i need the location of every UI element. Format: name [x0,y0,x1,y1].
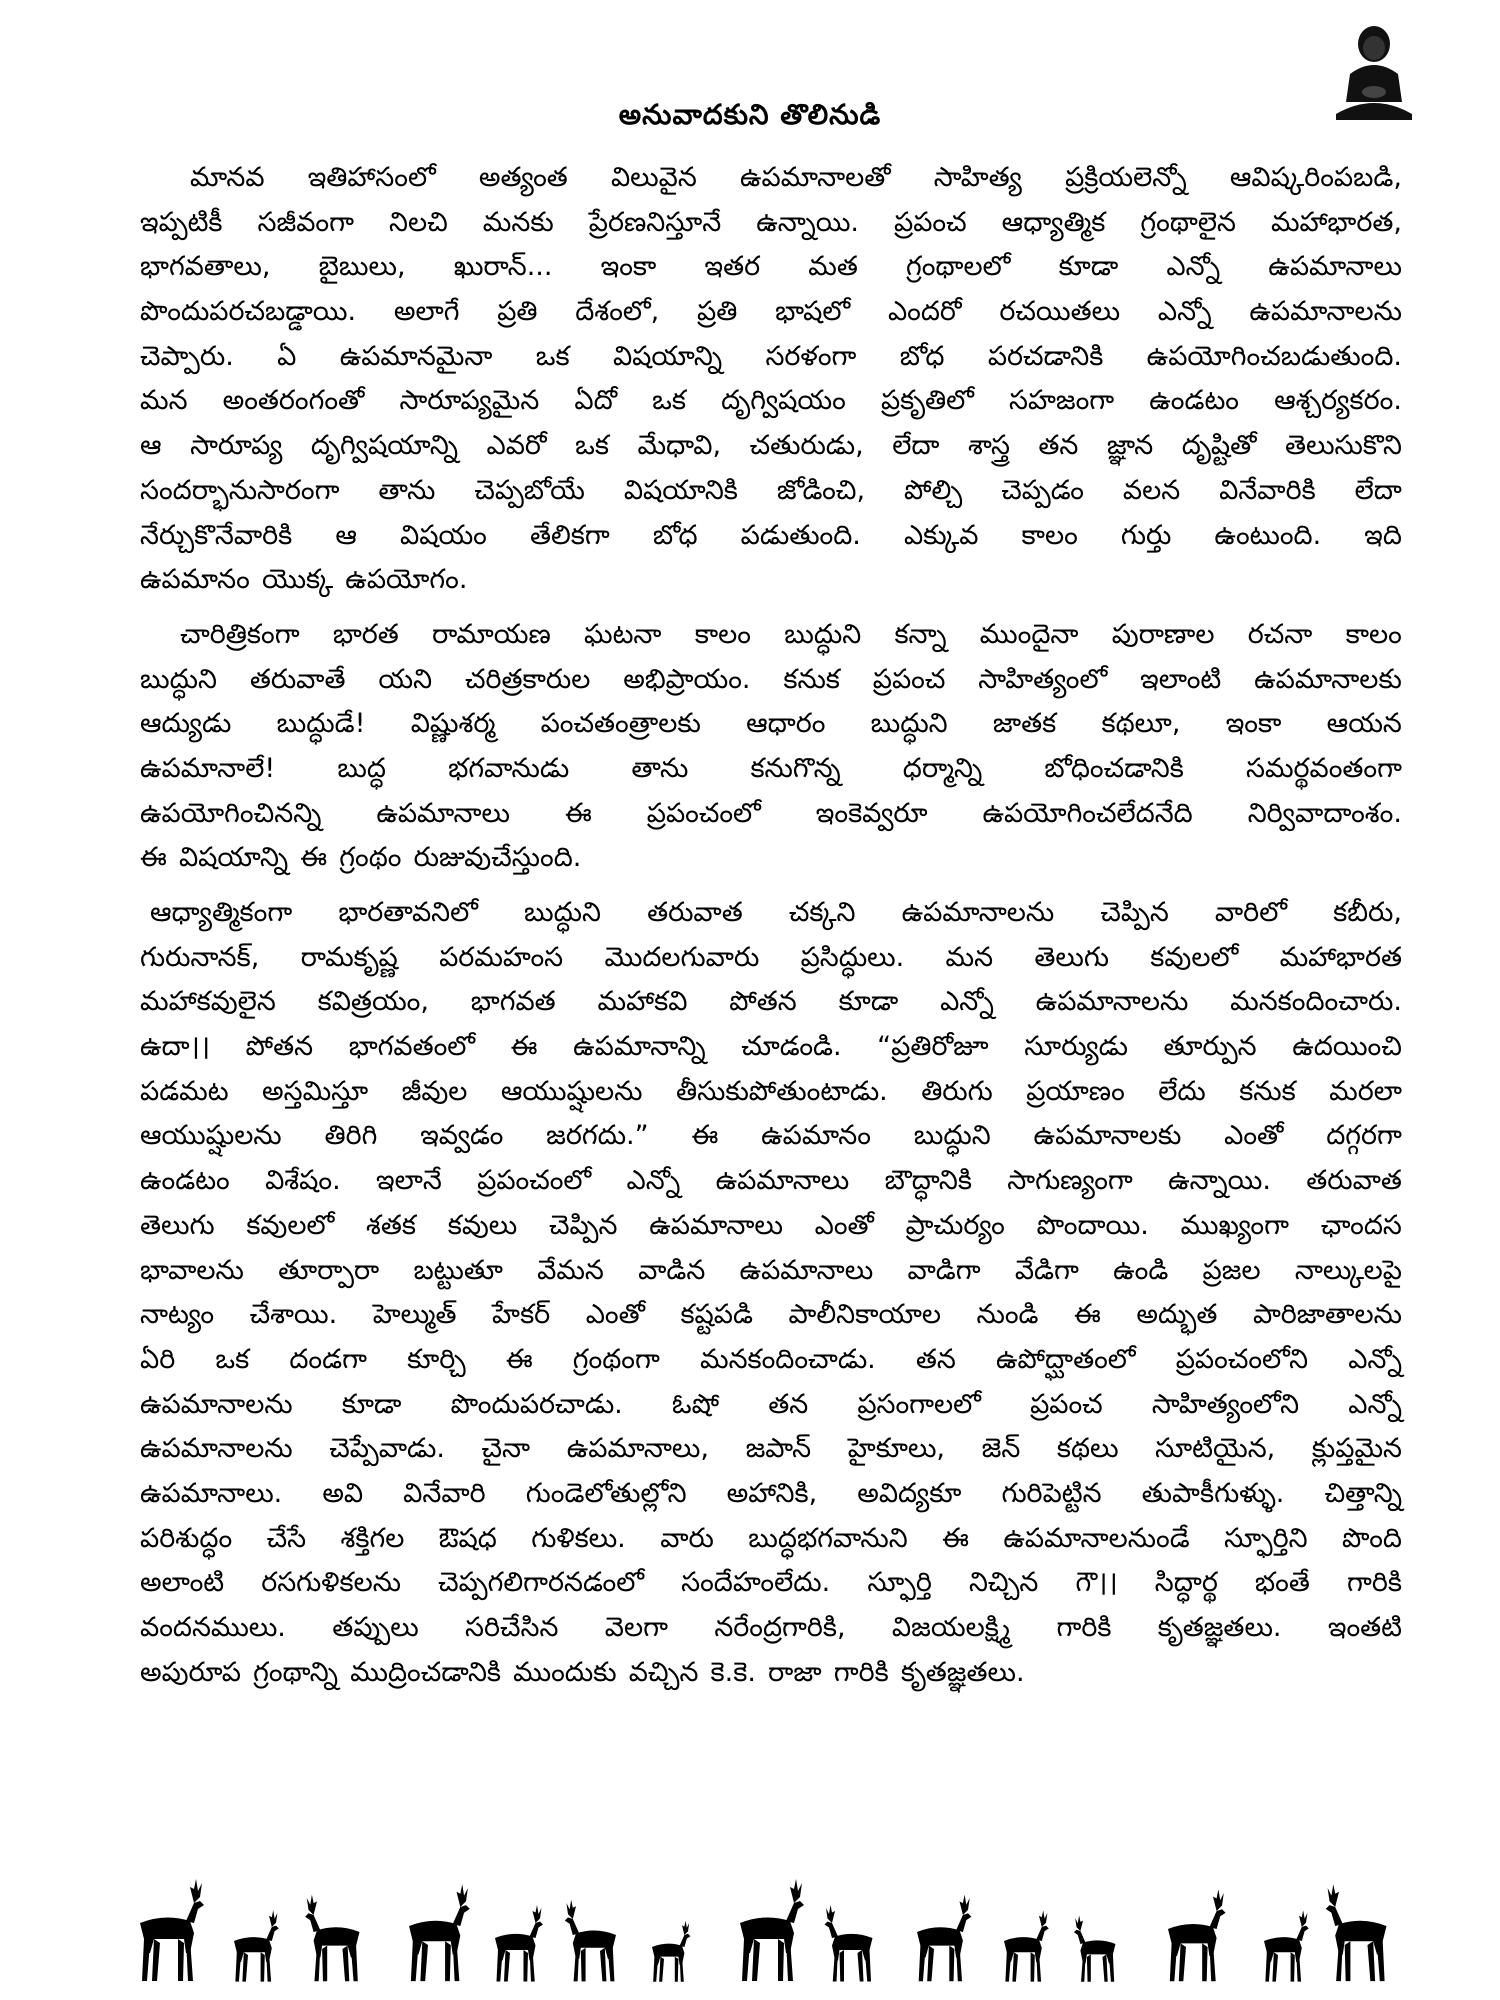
deer-icon [917,1895,971,1982]
text-line: ఉదా।। పోతన భాగవతంలో ఈ ఉపమానాన్ని చూడండి. “ప్రతిరోజూ సూర్యుడు తూర్పున ఉదయించి [140,1031,1402,1063]
text-line: తెలుగు కవులలో శతక కవులు చెప్పిన ఉపమానాలు ఎంతో ప్రాచుర్యం పొందాయి. ముఖ్యంగా ఛాందస [140,1209,1402,1241]
deer-silhouette-border [120,1865,1420,1985]
text-line: గురునానక్, రామకృష్ణ పరమహంస మొదలగువారు ప్రసిద్ధులు. మన తెలుగు కవులలో మహాభారత [140,941,1402,973]
deer-icon [652,1921,690,1982]
text-line: ఇప్పటికీ సజీవంగా నిలచి మనకు ప్రేరణనిస్తూనే ఉన్నాయి. ప్రపంచ ఆధ్యాత్మిక గ్రంథాలైన మహాభారత, [140,206,1402,238]
text-line: పొందుపరచబడ్డాయి. అలాగే ప్రతి దేశంలో, ప్రతి భాషలో ఎందరో రచయితలు ఎన్నో ఉపమానాలను [140,296,1402,328]
deer-icon [409,1884,470,1981]
body-text [140,156,1402,1695]
text-line: ఉండటం విశేషం. ఇలానే ప్రపంచంలో ఎన్నో ఉపమానాలు బౌద్ధానికి సాగుణ్యంగా ఉన్నాయి. తరువాత [140,1165,1402,1197]
page-heading: అనువాదకుని తొలినుడి [618,98,882,131]
text-line: ఉపమానం యొక్క ఉపయోగం. [140,564,468,596]
text-line: ఈ విషయాన్ని ఈ గ్రంథం రుజువుచేస్తుంది. [140,842,582,874]
text-line: పడమట అస్తమిస్తూ జీవుల ఆయుష్షులను తీసుకుపోతుంటాడు. తిరుగు ప్రయాణం లేదు కనుక మరలా [140,1075,1402,1107]
text-line: ఉపమానాలు. అవి వినేవారి గుండెలోతుల్లోని అహానికి, అవిద్యకూ గురిపెట్టిన తుపాకీగుళ్ళు. చిత్తాన్ని [140,1477,1402,1509]
text-line: అలాంటి రసగుళికలను చెప్పగలిగారనడంలో సందేహంలేదు. స్ఫూర్తి నిచ్చిన గౌ।। సిద్ధార్థ భంతే గారికి [140,1567,1402,1599]
text-line: నేర్చుకొనేవారికి ఆ విషయం తేలికగా బోధ పడుతుంది. ఎక్కువ కాలం గుర్తు ఉంటుంది. ఇది [140,519,1402,551]
seated-monk-icon [1328,22,1420,122]
text-line: మానవ ఇతిహాసంలో అత్యంత విలువైన ఉపమానాలతో సాహిత్య ప్రక్రియలెన్నో ఆవిష్కరింపబడి, [190,162,1402,193]
text-line: ఆ సారూప్య దృగ్విషయాన్ని ఎవరో ఒక మేధావి, చతురుడు, లేదా శాస్త్ర తన జ్ఞాన దృష్టితో తెలుసుకొని [140,430,1402,462]
text-line: నాట్యం చేశాయి. హెల్ముత్ హేకర్ ఎంతో కష్టపడి పాలీనికాయాల నుండి ఈ అద్భుత పారిజాతాలను [140,1299,1402,1331]
deer-icon [565,1900,616,1982]
text-line: మహాకవులైన కవిత్రయం, భాగవత మహాకవి పోతన కూడా ఎన్నో ఉపమానాలను మనకందించారు. [140,986,1402,1018]
text-line: ఆద్యుడు బుద్ధుడే! విష్ణుశర్మ పంచతంత్రాలకు ఆధారం బుద్ధుని జాతక కథలూ, ఇంకా ఆయన [140,708,1402,740]
text-line: ఆధ్యాత్మికంగా భారతావనిలో బుద్ధుని తరువాత చక్కని ఉపమానాలను చెప్పిన వారిలో కబీరు, [150,897,1402,928]
text-line: ఉపమానాలే! బుద్ధ భగవానుడు తాను కనుగొన్న ధర్మాన్ని బోధించడానికి సమర్థవంతంగా [140,752,1402,784]
deer-icon [234,1910,279,1981]
text-line: ఏరి ఒక దండగా కూర్చి ఈ గ్రంథంగా మనకందించాడు. తన ఉపోద్ఘాతంలో ప్రపంచంలోని ఎన్నో [140,1343,1402,1375]
text-line: వందనములు. తప్పులు సరిచేసిన వెలగా నరేంద్రగారికి, విజయలక్ష్మి గారికి కృతజ్ఞతలు. ఇంతటి [140,1612,1402,1643]
text-line: పరిశుద్ధం చేసే శక్తిగల ఔషధ గుళికలు. వారు బుద్ధభగవానుని ఈ ఉపమానాలనుండే స్ఫూర్తిని పొంది [140,1522,1402,1554]
deer-icon [1326,1884,1387,1981]
text-line: అపురూప గ్రంథాన్ని ముద్రించడానికి ముందుకు వచ్చిన కె.కె. రాజా గారికి కృతజ్ఞతలు. [140,1656,1025,1688]
deer-icon [495,1905,543,1982]
text-line: మన అంతరంగంతో సారూప్యమైన ఏదో ఒక దృగ్విషయం ప్రకృతిలో సహజంగా ఉండటం ఆశ్చర్యకరం. [140,385,1402,417]
deer-icon [825,1905,873,1982]
text-line: భాగవతాలు, బైబులు, ఖురాన్... ఇంకా ఇతర మత గ్రంథాలలో కూడా ఎన్నో ఉపమానాలు [140,251,1402,283]
text-line: చారిత్రికంగా భారత రామాయణ ఘటనా కాలం బుద్ధుని కన్నా ముందైనా పురాణాల రచనా కాలం [180,618,1402,650]
deer-icon [740,1879,804,1981]
deer-icon [1004,1910,1049,1981]
text-line: ఉపయోగించినన్ని ఉపమానాలు ఈ ప్రపంచంలో ఇంకెవ్వరూ ఉపయోగించలేదనేది నిర్వివాదాంశం. [140,797,1402,829]
text-line: సందర్భానుసారంగా తాను చెప్పబోయే విషయానికి జోడించి, పోల్చి చెప్పడం వలన వినేవారికి లేదా [140,474,1402,506]
text-line: చెప్పారు. ఏ ఉపమానమైనా ఒక విషయాన్ని సరళంగా బోధ పరచడానికి ఉపయోగించబడుతుంది. [140,340,1402,372]
text-line: భావాలను తూర్పారా బట్టుతూ వేమన వాడిన ఉపమానాలు వాడిగా వేడిగా ఉండి ప్రజల నాల్కులపై [140,1254,1402,1286]
deer-icon [1168,1889,1226,1981]
text-line: ఆయుష్షులను తిరిగి ఇవ్వడం జరగదు.” ఈ ఉపమానం బుద్ధుని ఉపమానాలకు ఎంతో దగ్గరగా [140,1120,1402,1152]
deer-icon [1264,1910,1309,1981]
text-line: ఉపమానాలను చెప్పేవాడు. చైనా ఉపమానాలు, జపాన్ హైకూలు, జెన్ కథలు సూటియైన, క్లుప్తమైన [140,1433,1402,1465]
text-line: ఉపమానాలను కూడా పొందుపరచాడు. ఓషో తన ప్రసంగాలలో ప్రపంచ సాహిత్యంలోని ఎన్నో [140,1388,1402,1420]
deer-icon [305,1895,359,1982]
text-line: బుద్ధుని తరువాతే యని చరిత్రకారుల అభిప్రాయం. కనుక ప్రపంచ సాహిత్యంలో ఇలాంటి ఉపమానాలకు [140,663,1402,695]
deer-icon [1074,1915,1116,1981]
deer-icon [140,1879,204,1981]
